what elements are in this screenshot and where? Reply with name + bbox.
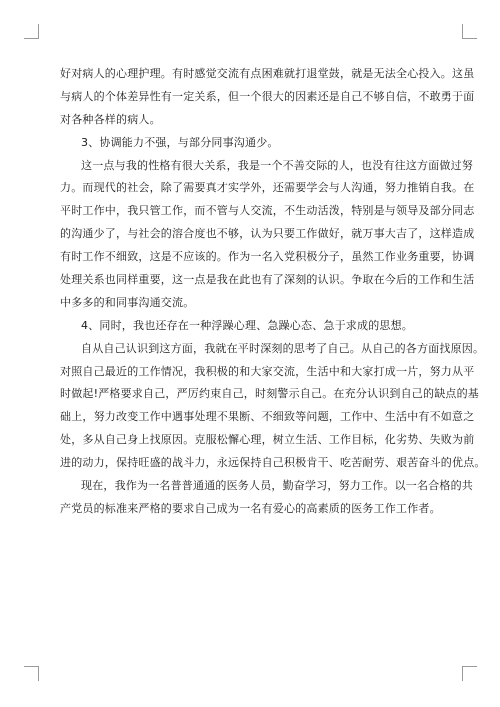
text-line: 处，多从自己身上找原因。克服松懈心理，树立生活、工作目标，化劣势、失败为前 xyxy=(60,433,475,447)
text-line: 处理关系也同样重要，这一点是我在此也有了深刻的认识。争取在今后的工作和生活 xyxy=(60,273,475,287)
section-heading-4: 4、同时，我也还存在一种浮躁心理、急躁心态、急于求成的思想。 xyxy=(81,318,413,332)
text-line: 对各种各样的病人。 xyxy=(60,112,161,126)
text-line: 产党员的标准来严格的要求自己成为一名有爱心的高素质的医务工作工作者。 xyxy=(60,501,441,515)
text-line: 有时工作不细致，这是不应该的。作为一名入党积极分子，虽然工作业务重要，协调 xyxy=(60,250,475,264)
text-line: 力。而现代的社会，除了需要真才实学外，还需要学会与人沟通，努力推销自我。在 xyxy=(60,181,475,195)
text-line: 中多多的和同事沟通交流。 xyxy=(60,295,195,309)
document-body xyxy=(60,63,486,521)
crop-mark-bottom-right xyxy=(462,666,477,681)
text-line: 础上，努力改变工作中遇事处理不果断、不细致等问题，工作中、生活中有不如意之 xyxy=(60,410,475,424)
text-line: 与病人的个体差异性有一定关系，但一个很大的因素还是自己不够自信，不敢勇于面 xyxy=(60,89,475,103)
section-heading-3: 3、协调能力不强，与部分同事沟通少。 xyxy=(81,135,279,149)
crop-mark-top-left xyxy=(24,24,39,39)
crop-mark-top-right xyxy=(462,24,477,39)
text-line: 好对病人的心理护理。有时感觉交流有点困难就打退堂鼓，就是无法全心投入。这虽 xyxy=(60,67,475,80)
text-line: 这一点与我的性格有很大关系，我是一个不善交际的人，也没有往这方面做过努 xyxy=(81,158,473,172)
text-line: 进的动力，保持旺盛的战斗力，永远保持自己积极肯干、吃苦耐劳、艰苦奋斗的优点。 xyxy=(60,456,486,470)
text-line: 自从自己认识到这方面，我就在平时深刻的思考了自己。从自己的各方面找原因。 xyxy=(81,341,485,355)
crop-mark-bottom-left xyxy=(24,666,39,681)
text-line: 对照自己最近的工作情况，我积极的和大家交流，生活中和大家打成一片，努力从平 xyxy=(60,364,475,378)
text-line: 时做起!严格要求自己，严厉约束自己，时刻警示自己。在充分认识到自己的缺点的基 xyxy=(60,387,480,401)
text-line: 平时工作中，我只管工作，而不管与人交流，不生动活泼，特别是与领导及部分同志 xyxy=(60,204,475,218)
text-line: 的沟通少了，与社会的溶合度也不够，认为只要工作做好，就万事大吉了，这样造成 xyxy=(60,227,475,241)
text-line: 现在，我作为一名普普通通的医务人员，勤奋学习，努力工作。以一名合格的共 xyxy=(81,479,473,493)
